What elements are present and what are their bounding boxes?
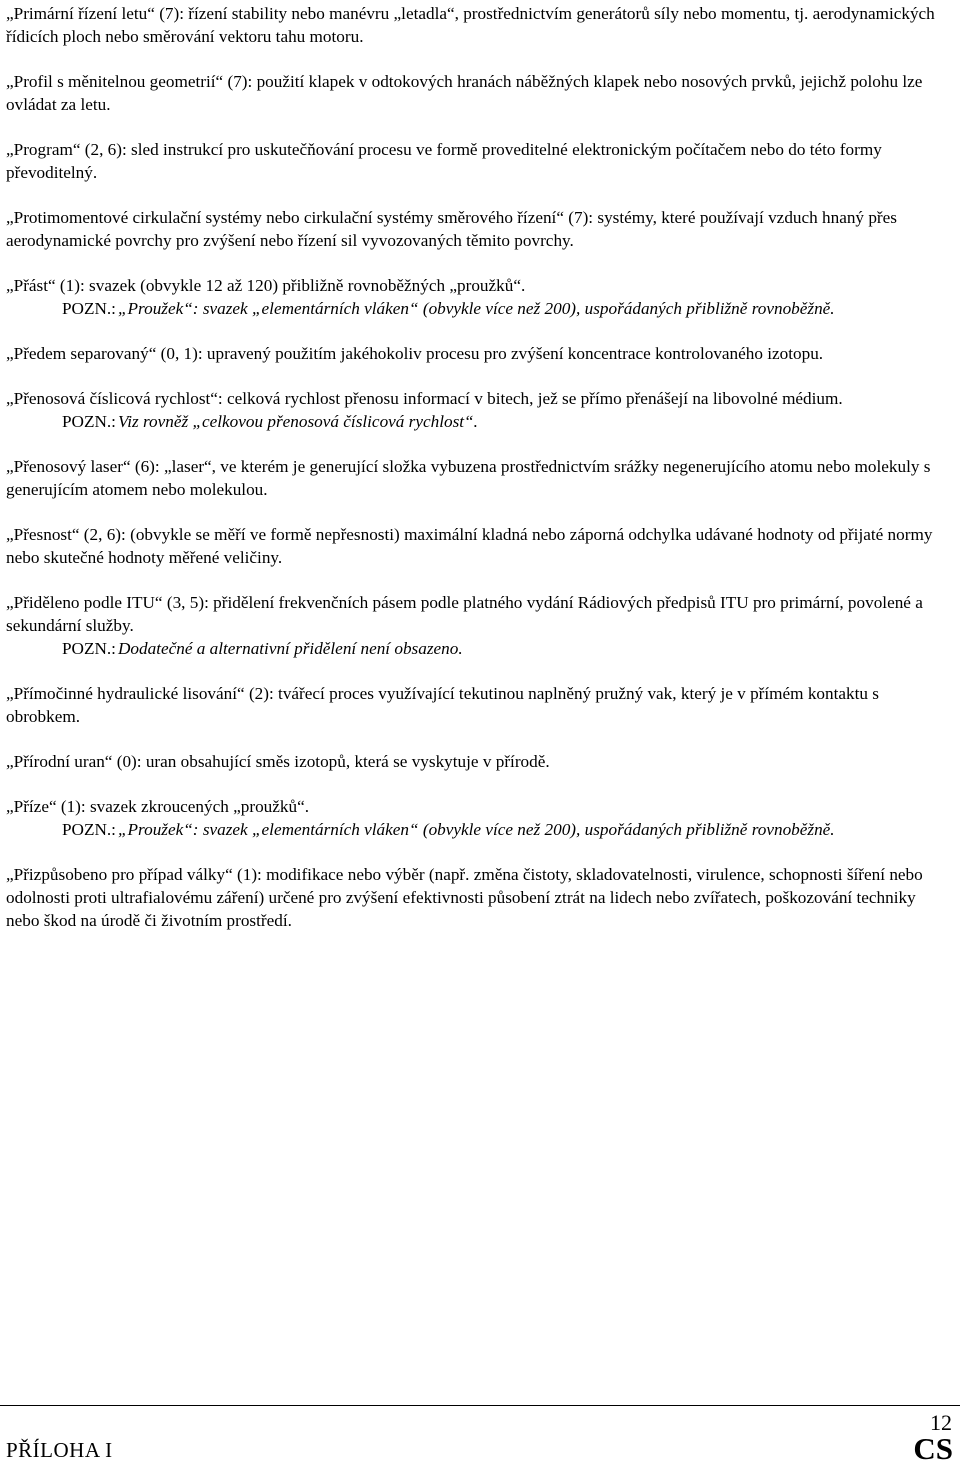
definition-entry xyxy=(6,274,940,320)
definition-entry xyxy=(6,591,940,660)
note-label: POZN.: xyxy=(62,639,116,658)
definition-entry xyxy=(6,138,940,184)
note-text: Viz rovněž „celkovou přenosová číslicová rychlost“. xyxy=(118,412,478,431)
definition-text: „Protimomentové cirkulační systémy nebo cirkulační systémy směrového řízení“ (7): systémy, které používají vzduch hnaný přes aerodynamické povrchy pro zvýšení nebo řízení sil vyvozovaných těmito povrchy. xyxy=(6,208,897,250)
definition-text: „Primární řízení letu“ (7): řízení stability nebo manévru „letadla“, prostřednictvím generátorů síly nebo momentu, tj. aerodynamických řídicích ploch nebo směrování vektoru tahu motoru. xyxy=(6,4,935,46)
page-number: 12 xyxy=(930,1410,952,1435)
note-text: „Proužek“: svazek „elementárních vláken“ (obvykle více než 200), uspořádaných přibližně rovnoběžně. xyxy=(118,820,835,839)
definition-text: „Přenosová číslicová rychlost“: celková rychlost přenosu informací v bitech, jež se přímo přenášejí na libovolné médium. xyxy=(6,389,843,408)
note-text: Dodatečné a alternativní přidělení není obsazeno. xyxy=(118,639,463,658)
definition-text: „Program“ (2, 6): sled instrukcí pro uskutečňování procesu ve formě proveditelné elektronickým počítačem nebo do této formy převoditelný. xyxy=(6,140,882,182)
note-label: POZN.: xyxy=(62,299,116,318)
definition-text: „Přást“ (1): svazek (obvykle 12 až 120) přibližně rovnoběžných „proužků“. xyxy=(6,276,526,295)
definition-text: „Přesnost“ (2, 6): (obvykle se měří ve formě nepřesnosti) maximální kladná nebo záporná odchylka udávané hodnoty od přijaté normy nebo skutečné hodnoty měřené veličiny. xyxy=(6,525,933,567)
note-label: POZN.: xyxy=(62,412,116,431)
language-code: CS xyxy=(913,1431,953,1466)
annex-label: PŘÍLOHA I xyxy=(6,1438,113,1462)
definition-entry xyxy=(6,387,940,433)
definition-text: „Přenosový laser“ (6): „laser“, ve kterém je generující složka vybuzena prostřednictvím srážky negenerujícího atomu nebo molekuly s generujícím atomem nebo molekulou. xyxy=(6,457,931,499)
definition-entry xyxy=(6,682,940,728)
definition-text: „Příze“ (1): svazek zkroucených „proužků“. xyxy=(6,797,310,816)
definition-entry xyxy=(6,342,940,365)
definition-text: „Přizpůsobeno pro případ války“ (1): modifikace nebo výběr (např. změna čistoty, skladovatelnosti, virulence, schopnosti šíření nebo odolnosti proti ultrafialovému záření) určené pro zvýšení efektivnosti působení ztrát na lidech nebo zvířatech, poškozování techniky nebo škod na úrodě či životním prostředí. xyxy=(6,865,923,930)
definition-text: „Přírodní uran“ (0): uran obsahující směs izotopů, která se vyskytuje v přírodě. xyxy=(6,752,550,771)
definition-entry xyxy=(6,2,940,48)
definition-text: „Přiděleno podle ITU“ (3, 5): přidělení frekvenčních pásem podle platného vydání Rádiových předpisů ITU pro primární, povolené a sekundární služby. xyxy=(6,593,923,635)
definition-note xyxy=(6,637,940,660)
footer-divider xyxy=(0,1405,960,1406)
note-text: „Proužek“: svazek „elementárních vláken“ (obvykle více než 200), uspořádaných přibližně rovnoběžně. xyxy=(118,299,835,318)
definition-note xyxy=(6,297,940,320)
document-body xyxy=(6,2,940,954)
definition-note xyxy=(6,818,940,841)
definition-text: „Předem separovaný“ (0, 1): upravený použitím jakéhokoliv procesu pro zvýšení koncentrace kontrolovaného izotopu. xyxy=(6,344,824,363)
definition-entry xyxy=(6,795,940,841)
note-label: POZN.: xyxy=(62,820,116,839)
definition-entry xyxy=(6,863,940,932)
definition-entry xyxy=(6,523,940,569)
definition-text: „Přímočinné hydraulické lisování“ (2): tvářecí proces využívající tekutinou naplněný pružný vak, který je v přímém kontaktu s obrobkem. xyxy=(6,684,879,726)
definition-entry xyxy=(6,455,940,501)
definition-text: „Profil s měnitelnou geometrií“ (7): použití klapek v odtokových hranách náběžných klapek nebo nosových prvků, jejichž polohu lze ovládat za letu. xyxy=(6,72,923,114)
definition-entry xyxy=(6,750,940,773)
definition-note xyxy=(6,410,940,433)
definition-entry xyxy=(6,206,940,252)
definition-entry xyxy=(6,70,940,116)
